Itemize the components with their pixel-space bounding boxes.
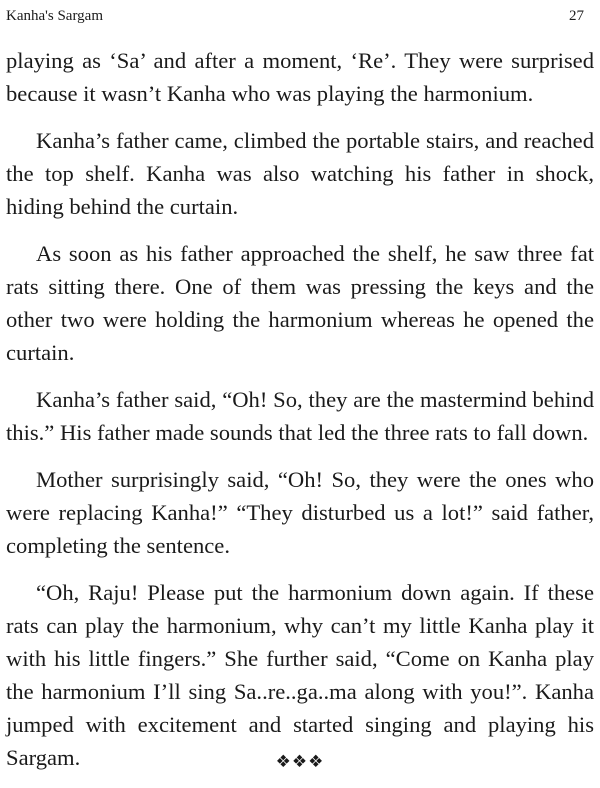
paragraph-2: Kanha’s father came, climbed the portable stairs, and reached the top shelf. Kanha was also watching his father in shock, hiding behind the curtain. (6, 128, 594, 219)
paragraph-4: Kanha’s father said, “Oh! So, they are the mastermind behind this.” His father made sounds that led the three rats to fall down. (6, 387, 594, 445)
running-head (6, 5, 584, 27)
paragraph-1: playing as ‘Sa’ and after a moment, ‘Re’. They were surprised because it wasn’t Kanha who was playing the harmonium. (6, 48, 594, 106)
paragraph-3: As soon as his father approached the shelf, he saw three fat rats sitting there. One of them was pressing the keys and the other two were holding the harmonium whereas he opened the curtain. (6, 241, 594, 365)
page-number: 27 (569, 7, 584, 24)
paragraph-5: Mother surprisingly said, “Oh! So, they were the ones who were replacing Kanha!” “They disturbed us a lot!” said father, completing the sentence. (6, 467, 594, 558)
section-end-ornament: ❖❖❖ (275, 752, 325, 772)
paragraph-6: “Oh, Raju! Please put the harmonium down again. If these rats can play the harmonium, why can’t my little Kanha play it with his little fingers.” She further said, “Come on Kanha play the harmonium I’ll sing Sa..re..ga..ma along with you!”. Kanha jumped with excitement and started singing and playing his Sargam. (6, 580, 594, 770)
body-text (6, 44, 594, 788)
book-title: Kanha's Sargam (6, 7, 103, 24)
